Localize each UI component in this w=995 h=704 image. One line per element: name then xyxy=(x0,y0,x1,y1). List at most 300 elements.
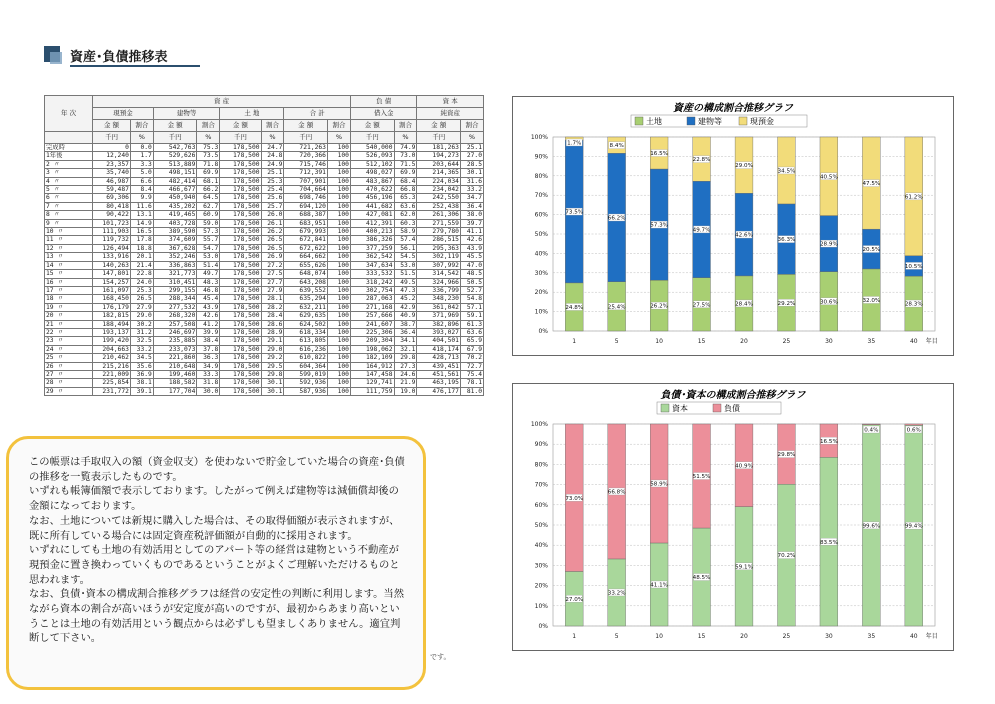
cell-value: 27.2 xyxy=(261,261,284,269)
cell-value: 235,885 xyxy=(153,337,197,345)
data-label: 24.8% xyxy=(565,305,584,312)
cell-value: 257,508 xyxy=(153,320,197,328)
data-label: 70.2% xyxy=(777,553,796,560)
cell-value: 307,992 xyxy=(417,261,461,269)
cell-value: 386,326 xyxy=(350,236,394,244)
data-label: 22.8% xyxy=(692,157,711,164)
x-tick-label: 15 xyxy=(697,633,706,640)
cell-value: 54.7 xyxy=(197,244,220,252)
lbl-amount: 金 額 xyxy=(284,120,328,132)
legend-swatch-1 xyxy=(687,117,695,125)
cell-value: 100 xyxy=(327,270,350,278)
row-year: 14 〃 xyxy=(45,261,93,269)
cell-value: 299,155 xyxy=(153,286,197,294)
col-land: 土 地 xyxy=(220,108,284,120)
cell-value: 683,951 xyxy=(284,219,328,227)
table-row xyxy=(45,211,484,219)
cell-value: 318,242 xyxy=(350,278,394,286)
lbl-amount: 金 額 xyxy=(417,120,461,132)
cell-value: 679,993 xyxy=(284,228,328,236)
unit-yen: 千円 xyxy=(93,132,131,144)
table-row xyxy=(45,303,484,311)
cell-value: 286,515 xyxy=(417,236,461,244)
data-label: 47.5% xyxy=(862,181,881,188)
cell-value: 215,216 xyxy=(93,362,131,370)
cell-value: 178,500 xyxy=(220,244,261,252)
cell-value: 54.8 xyxy=(460,295,483,303)
cell-value: 20.1 xyxy=(130,253,153,261)
cell-value: 29.0 xyxy=(261,345,284,353)
cell-value: 188,582 xyxy=(153,379,197,387)
row-year: 18 〃 xyxy=(45,295,93,303)
cell-value: 129,741 xyxy=(350,379,394,387)
data-label: 32.0% xyxy=(862,298,881,305)
cell-value: 664,662 xyxy=(284,253,328,261)
data-label: 99.4% xyxy=(904,523,923,530)
cell-value: 33.2 xyxy=(460,186,483,194)
y-tick-label: 30% xyxy=(534,562,548,570)
cell-value: 42.6 xyxy=(197,312,220,320)
legend-label: 資本 xyxy=(672,404,688,413)
data-label: 48.5% xyxy=(692,575,711,582)
note-paragraph-1: この帳票は手取収入の額（資金収支）を使わないで貯金していた場合の資産･負債の推移を一覧表示したものです。 xyxy=(29,456,405,483)
legend-swatch-0 xyxy=(661,404,669,412)
y-tick-label: 30% xyxy=(534,269,548,277)
cell-value: 63.6 xyxy=(394,202,417,210)
cell-value: 32.1 xyxy=(394,345,417,353)
cell-value: 47.3 xyxy=(394,286,417,294)
cell-value: 5.0 xyxy=(130,169,153,177)
cell-value: 178,500 xyxy=(220,261,261,269)
cell-value: 52.7 xyxy=(460,286,483,294)
cell-value: 529,626 xyxy=(153,152,197,160)
cell-value: 25.7 xyxy=(261,202,284,210)
cell-value: 178,500 xyxy=(220,362,261,370)
cell-value: 441,682 xyxy=(350,202,394,210)
cell-value: 214,365 xyxy=(417,169,461,177)
cell-value: 75.4 xyxy=(460,370,483,378)
cell-value: 41.1 xyxy=(460,228,483,236)
cell-value: 178,500 xyxy=(220,236,261,244)
col-liabilities: 負 債 xyxy=(350,96,416,108)
cell-value: 513,889 xyxy=(153,160,197,168)
cell-value: 199,420 xyxy=(93,337,131,345)
cell-value: 100 xyxy=(327,261,350,269)
data-label: 66.8% xyxy=(607,489,626,496)
cell-value: 25.1 xyxy=(460,144,483,152)
cell-value: 643,208 xyxy=(284,278,328,286)
table-row xyxy=(45,320,484,328)
cell-value: 25.3 xyxy=(130,286,153,294)
cell-value: 38.1 xyxy=(130,379,153,387)
data-label: 99.6% xyxy=(862,523,881,530)
cell-value: 177,704 xyxy=(153,387,197,395)
table-row xyxy=(45,244,484,252)
cell-value: 111,759 xyxy=(350,387,394,395)
cell-value: 639,552 xyxy=(284,286,328,294)
cell-value: 648,074 xyxy=(284,270,328,278)
cell-value: 100 xyxy=(327,387,350,395)
cell-value: 67.9 xyxy=(460,345,483,353)
cell-value: 16.5 xyxy=(130,228,153,236)
bar-segment xyxy=(862,424,880,425)
unit-pct: % xyxy=(327,132,350,144)
x-tick-label: 20 xyxy=(740,338,748,345)
data-label: 83.5% xyxy=(819,539,838,546)
cell-value: 482,414 xyxy=(153,177,197,185)
data-label: 59.1% xyxy=(735,564,753,571)
cell-value: 28.1 xyxy=(261,295,284,303)
table-row xyxy=(45,387,484,395)
cell-value: 71.5 xyxy=(394,160,417,168)
cell-value: 100 xyxy=(327,244,350,252)
cell-value: 29.8 xyxy=(394,354,417,362)
data-label: 36.3% xyxy=(777,237,796,244)
cell-value: 100 xyxy=(327,337,350,345)
cell-value: 164,912 xyxy=(350,362,394,370)
cell-value: 33.3 xyxy=(197,370,220,378)
table-row xyxy=(45,160,484,168)
cell-value: 712,391 xyxy=(284,169,328,177)
x-tick-label: 40 xyxy=(909,633,918,640)
table-trailing-text: です。 xyxy=(430,653,451,661)
cell-value: 629,635 xyxy=(284,312,328,320)
cell-value: 178,500 xyxy=(220,144,261,152)
cell-value: 361,042 xyxy=(417,303,461,311)
cell-value: 178,500 xyxy=(220,219,261,227)
cell-value: 21.9 xyxy=(394,379,417,387)
lbl-ratio: 割合 xyxy=(460,120,483,132)
cell-value: 25.1 xyxy=(261,169,284,177)
y-tick-label: 70% xyxy=(534,192,548,200)
cell-value: 100 xyxy=(327,253,350,261)
cell-value: 178,500 xyxy=(220,354,261,362)
cell-value: 616,236 xyxy=(284,345,328,353)
row-year: 22 〃 xyxy=(45,328,93,336)
cell-value: 271,559 xyxy=(417,219,461,227)
data-label: 0.6% xyxy=(906,427,921,434)
cell-value: 53.0 xyxy=(394,261,417,269)
cell-value: 498,151 xyxy=(153,169,197,177)
cell-value: 100 xyxy=(327,160,350,168)
cell-value: 45.4 xyxy=(197,295,220,303)
cell-value: 9.9 xyxy=(130,194,153,202)
data-label: 57.3% xyxy=(650,222,669,229)
lbl-amount: 金 額 xyxy=(153,120,197,132)
x-tick-label: 1 xyxy=(572,338,577,345)
cell-value: 8.4 xyxy=(130,186,153,194)
lbl-amount: 金 額 xyxy=(220,120,261,132)
cell-value: 178,500 xyxy=(220,194,261,202)
data-label: 73.0% xyxy=(565,495,584,502)
cell-value: 210,648 xyxy=(153,362,197,370)
data-label: 29.2% xyxy=(777,300,796,307)
asset-composition-chart xyxy=(512,96,954,356)
col-loan: 借入金 xyxy=(350,108,416,120)
cell-value: 241,607 xyxy=(350,320,394,328)
cell-value: 147,801 xyxy=(93,270,131,278)
cell-value: 39.9 xyxy=(197,328,220,336)
cell-value: 36.4 xyxy=(460,202,483,210)
cell-value: 100 xyxy=(327,169,350,177)
row-year: 16 〃 xyxy=(45,278,93,286)
data-label: 27.0% xyxy=(565,596,584,603)
y-tick-label: 40% xyxy=(534,250,548,258)
cell-value: 26.5 xyxy=(261,236,284,244)
cell-value: 28.6 xyxy=(261,320,284,328)
unit-yen: 千円 xyxy=(153,132,197,144)
data-label: 41.1% xyxy=(650,582,669,589)
y-tick-label: 60% xyxy=(534,501,548,509)
header-square-accent-icon xyxy=(50,52,62,64)
cell-value: 100 xyxy=(327,345,350,353)
cell-value: 27.9 xyxy=(261,286,284,294)
cell-value: 51.4 xyxy=(197,261,220,269)
col-equity: 資 本 xyxy=(417,96,484,108)
table-row xyxy=(45,186,484,194)
cell-value: 55.7 xyxy=(197,236,220,244)
x-tick-label: 5 xyxy=(614,633,619,640)
cell-value: 65.9 xyxy=(460,337,483,345)
cell-value: 261,306 xyxy=(417,211,461,219)
cell-value: 233,073 xyxy=(153,345,197,353)
x-tick-label: 25 xyxy=(782,633,791,640)
table-row xyxy=(45,261,484,269)
cell-value: 483,867 xyxy=(350,177,394,185)
cell-value: 277,532 xyxy=(153,303,197,311)
cell-value: 698,746 xyxy=(284,194,328,202)
page-title: 資産･負債推移表 xyxy=(70,50,168,65)
row-year: 6 〃 xyxy=(45,194,93,202)
cell-value: 178,500 xyxy=(220,211,261,219)
cell-value: 100 xyxy=(327,186,350,194)
cell-value: 310,451 xyxy=(153,278,197,286)
y-tick-label: 10% xyxy=(534,602,548,610)
cell-value: 624,502 xyxy=(284,320,328,328)
cell-value: 450,940 xyxy=(153,194,197,202)
cell-value: 19.0 xyxy=(394,387,417,395)
y-tick-label: 80% xyxy=(534,461,548,469)
cell-value: 6.6 xyxy=(130,177,153,185)
cell-value: 24.7 xyxy=(261,144,284,152)
x-tick-label: 30 xyxy=(825,633,833,640)
lbl-ratio: 割合 xyxy=(394,120,417,132)
cell-value: 540,000 xyxy=(350,144,394,152)
cell-value: 72.7 xyxy=(460,362,483,370)
x-tick-label: 20 xyxy=(740,633,748,640)
data-label: 10.5% xyxy=(904,264,923,271)
cell-value: 419,465 xyxy=(153,211,197,219)
section-header xyxy=(44,44,199,68)
cell-value: 24.0 xyxy=(130,278,153,286)
cell-value: 26.1 xyxy=(261,219,284,227)
row-year: 24 〃 xyxy=(45,345,93,353)
cell-value: 178,500 xyxy=(220,295,261,303)
data-label: 51.5% xyxy=(692,474,711,481)
unit-pct: % xyxy=(197,132,220,144)
lbl-ratio: 割合 xyxy=(130,120,153,132)
cell-value: 178,500 xyxy=(220,328,261,336)
cell-value: 100 xyxy=(327,370,350,378)
cell-value: 70.2 xyxy=(460,354,483,362)
cell-value: 31.6 xyxy=(460,177,483,185)
cell-value: 688,387 xyxy=(284,211,328,219)
row-year: 28 〃 xyxy=(45,379,93,387)
cell-value: 194,273 xyxy=(417,152,461,160)
row-year: 3 〃 xyxy=(45,169,93,177)
x-tick-label: 25 xyxy=(782,338,791,345)
cell-value: 60.3 xyxy=(394,219,417,227)
explanation-note xyxy=(6,436,426,690)
cell-value: 178,500 xyxy=(220,202,261,210)
data-label: 42.6% xyxy=(735,232,753,239)
cell-value: 3.3 xyxy=(130,160,153,168)
cell-value: 43.9 xyxy=(460,244,483,252)
table-row xyxy=(45,379,484,387)
cell-value: 66.2 xyxy=(197,186,220,194)
data-label: 49.7% xyxy=(692,227,711,234)
row-year: 15 〃 xyxy=(45,270,93,278)
cell-value: 42.9 xyxy=(394,303,417,311)
data-label: 28.9% xyxy=(819,241,838,248)
cell-value: 26.2 xyxy=(261,228,284,236)
table-row xyxy=(45,328,484,336)
cell-value: 71.8 xyxy=(197,160,220,168)
cell-value: 178,500 xyxy=(220,177,261,185)
cell-value: 26.5 xyxy=(130,295,153,303)
cell-value: 59.0 xyxy=(197,219,220,227)
cell-value: 635,294 xyxy=(284,295,328,303)
cell-value: 34.5 xyxy=(130,354,153,362)
cell-value: 18.8 xyxy=(130,244,153,252)
table-row xyxy=(45,194,484,202)
cell-value: 100 xyxy=(327,312,350,320)
data-label: 0.4% xyxy=(864,427,879,434)
row-year: 8 〃 xyxy=(45,211,93,219)
cell-value: 31.2 xyxy=(130,328,153,336)
cell-value: 23,357 xyxy=(93,160,131,168)
table-row xyxy=(45,370,484,378)
data-label: 40.5% xyxy=(819,174,838,181)
y-tick-label: 90% xyxy=(534,153,548,161)
table-row xyxy=(45,228,484,236)
col-cash: 現預金 xyxy=(93,108,154,120)
col-net-assets: 純資産 xyxy=(417,108,484,120)
cell-value: 100 xyxy=(327,303,350,311)
cell-value: 81.0 xyxy=(460,387,483,395)
cell-value: 382,896 xyxy=(417,320,461,328)
cell-value: 418,174 xyxy=(417,345,461,353)
y-tick-label: 40% xyxy=(534,542,548,550)
cell-value: 0.0 xyxy=(130,144,153,152)
cell-value: 133,916 xyxy=(93,253,131,261)
cell-value: 268,320 xyxy=(153,312,197,320)
cell-value: 61.3 xyxy=(460,320,483,328)
row-year: 4 〃 xyxy=(45,177,93,185)
cell-value: 32.5 xyxy=(130,337,153,345)
cell-value: 100 xyxy=(327,194,350,202)
y-tick-label: 70% xyxy=(534,481,548,489)
cell-value: 178,500 xyxy=(220,152,261,160)
cell-value: 721,263 xyxy=(284,144,328,152)
legend-swatch-1 xyxy=(713,404,721,412)
y-tick-label: 60% xyxy=(534,211,548,219)
cell-value: 246,697 xyxy=(153,328,197,336)
cell-value: 48.3 xyxy=(197,278,220,286)
cell-value: 29.5 xyxy=(261,362,284,370)
cell-value: 715,746 xyxy=(284,160,328,168)
data-label: 34.5% xyxy=(777,168,796,175)
cell-value: 599,019 xyxy=(284,370,328,378)
x-axis-suffix: 年目 xyxy=(925,338,938,345)
cell-value: 178,500 xyxy=(220,228,261,236)
cell-value: 178,500 xyxy=(220,312,261,320)
cell-value: 188,494 xyxy=(93,320,131,328)
row-year: 29 〃 xyxy=(45,387,93,395)
cell-value: 720,366 xyxy=(284,152,328,160)
row-year: 7 〃 xyxy=(45,202,93,210)
lbl-ratio: 割合 xyxy=(327,120,350,132)
cell-value: 27.0 xyxy=(460,152,483,160)
data-label: 29.8% xyxy=(777,452,796,459)
note-paragraph-3: なお、土地については新規に購入した場合は、その取得価額が表示されますが、既に所有している場合には固定資産税評価額が自動的に採用されます。 xyxy=(29,514,400,542)
cell-value: 54.5 xyxy=(394,253,417,261)
col-year: 年 次 xyxy=(45,96,93,132)
cell-value: 178,500 xyxy=(220,160,261,168)
cell-value: 100 xyxy=(327,295,350,303)
cell-value: 21.4 xyxy=(130,261,153,269)
cell-value: 39.7 xyxy=(460,219,483,227)
cell-value: 30.1 xyxy=(460,169,483,177)
cell-value: 26.0 xyxy=(261,211,284,219)
data-label: 73.5% xyxy=(565,209,584,216)
cell-value: 140,263 xyxy=(93,261,131,269)
legend-label: 土地 xyxy=(646,117,662,126)
table-row xyxy=(45,219,484,227)
legend-swatch-2 xyxy=(739,117,747,125)
cell-value: 35.6 xyxy=(130,362,153,370)
cell-value: 324,966 xyxy=(417,278,461,286)
table-row xyxy=(45,270,484,278)
cell-value: 46.8 xyxy=(197,286,220,294)
cell-value: 252,438 xyxy=(417,202,461,210)
cell-value: 60.9 xyxy=(197,211,220,219)
cell-value: 389,590 xyxy=(153,228,197,236)
data-label: 26.2% xyxy=(650,303,669,310)
cell-value: 24.8 xyxy=(261,152,284,160)
row-year: 1年後 xyxy=(45,152,93,160)
cell-value: 632,211 xyxy=(284,303,328,311)
cell-value: 26.5 xyxy=(261,244,284,252)
cell-value: 73.0 xyxy=(394,152,417,160)
cell-value: 336,799 xyxy=(417,286,461,294)
cell-value: 209,304 xyxy=(350,337,394,345)
cell-value: 100 xyxy=(327,328,350,336)
cell-value: 27.7 xyxy=(261,278,284,286)
cell-value: 39.1 xyxy=(130,387,153,395)
cell-value: 198,062 xyxy=(350,345,394,353)
cell-value: 25.4 xyxy=(261,186,284,194)
cell-value: 30.1 xyxy=(261,387,284,395)
cell-value: 221,860 xyxy=(153,354,197,362)
cell-value: 45.5 xyxy=(460,253,483,261)
cell-value: 58.9 xyxy=(394,228,417,236)
cell-value: 672,841 xyxy=(284,236,328,244)
x-tick-label: 1 xyxy=(572,633,577,640)
cell-value: 428,713 xyxy=(417,354,461,362)
cell-value: 46,987 xyxy=(93,177,131,185)
lbl-amount: 金 額 xyxy=(350,120,394,132)
